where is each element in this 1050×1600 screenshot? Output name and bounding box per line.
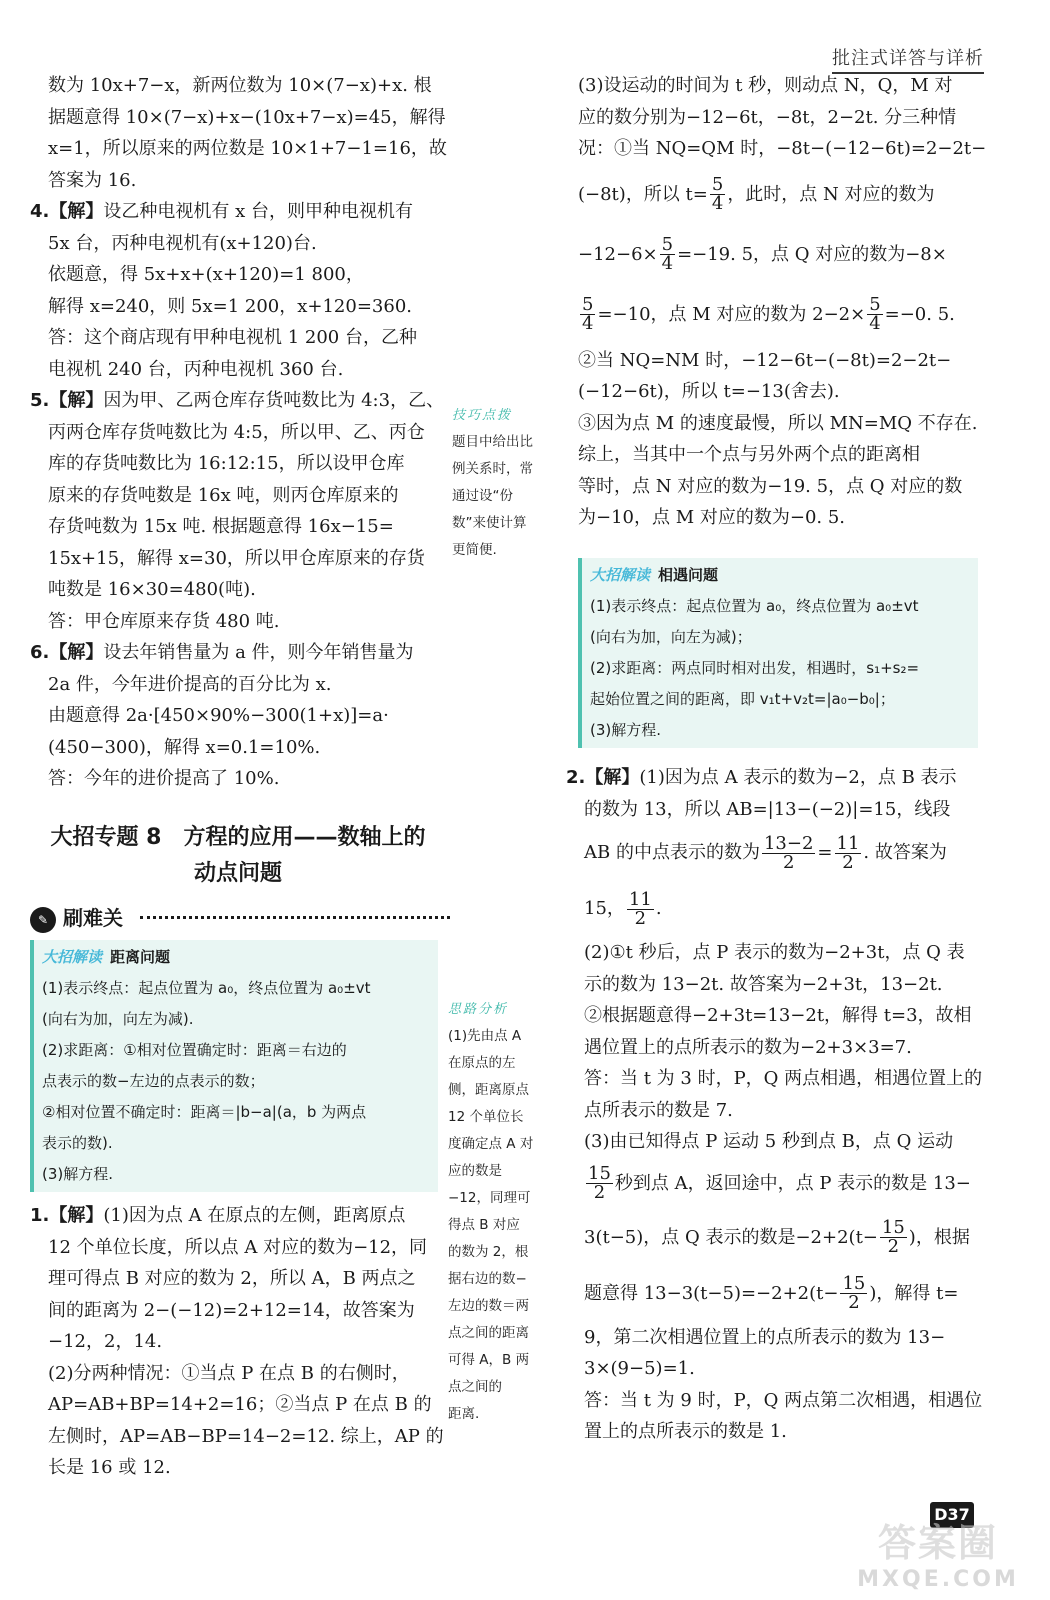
sidenote-line: (1)先由点 A: [448, 1028, 522, 1044]
text-fragment: =−0. 5.: [884, 303, 955, 325]
text-line: 遇位置上的点所表示的数为−2+3×3=7.: [584, 1036, 912, 1058]
sidenote-line: 应的数是: [448, 1163, 502, 1179]
text-line: 由题意得 2a·[450×90%−300(1+x)]=a·: [48, 705, 389, 726]
text-line: 12 个单位长度，所以点 A 对应的数为−12，同: [48, 1236, 428, 1258]
sidenote-line: 得点 B 对应: [448, 1217, 520, 1233]
analysis-sidenote: [448, 996, 556, 1428]
text-fragment: =−10，点 M 对应的数为 2−2×: [597, 303, 866, 325]
box-line: ②相对位置不确定时：距离＝|b−a|(a，b 为两点: [42, 1103, 367, 1121]
text-line: (−12−6t)，所以 t=−13(舍去).: [578, 381, 840, 402]
text-fragment: 15，: [584, 898, 625, 919]
box-line: 起始位置之间的距离，即 v₁t+v₂t=|a₀−b₀|；: [590, 690, 895, 708]
text-fragment: 题意得 13−3(t−5)=−2+2: [584, 1282, 810, 1304]
denominator: 2: [848, 1292, 860, 1313]
denominator: 2: [782, 851, 795, 873]
text-line: 答案为 16.: [48, 169, 137, 191]
section-banner: [30, 902, 450, 932]
box-line: (1)表示终点：起点位置为 a₀，终点位置为 a₀±vt: [590, 597, 919, 615]
text-line: 综上，当其中一个点与另外两个点的距离相: [578, 444, 920, 465]
text-line: 3×(9−5)=1.: [584, 1358, 695, 1379]
method-box-meeting: [578, 558, 978, 748]
numerator: 15: [842, 1273, 866, 1294]
fraction: [835, 832, 862, 873]
text-line: [578, 225, 994, 285]
sidenote-line: 度确定点 A 对: [448, 1136, 534, 1152]
sidenote-title: 技巧点拨: [452, 408, 513, 423]
text-line: [578, 165, 994, 225]
answer-2: [566, 762, 986, 1448]
fraction: [840, 1275, 867, 1312]
text-line: 况：①当 NQ=QM 时，−8t−(−12−6t)=2−2t−: [578, 138, 987, 159]
answer-4: [30, 196, 450, 385]
text-line: 答：今年的进价提高了 10%.: [48, 768, 280, 789]
item-number: 2.: [566, 767, 586, 788]
text-line: 依题意，得 5x+x+(x+120)=1 800，: [48, 264, 364, 285]
text-fragment: =: [817, 842, 833, 863]
text-fragment: AB 的中点表示的数为: [584, 842, 760, 863]
text-fragment: ，根据: [915, 1226, 970, 1248]
box-line: (3)解方程.: [590, 721, 662, 739]
text-fragment: 3(t−5)，点 Q 表示的数是−2+2: [584, 1226, 849, 1248]
answer-tag: 【解】: [49, 1205, 104, 1226]
section-banner-label: 刷难关: [62, 906, 123, 930]
topic-heading: [38, 820, 438, 892]
answer-1: [30, 1200, 450, 1484]
text-line: 应的数分别为−12−6t，−8t，2−2t. 分三种情: [578, 106, 957, 128]
text-fragment: =−19. 5，点 Q 对应的数为−8×: [677, 243, 947, 265]
text-line: 库的存货吨数比为 16:12:15，所以设甲仓库: [48, 453, 405, 474]
answer-tag: 【解】: [49, 642, 104, 663]
watermark-text: 答案圈: [877, 1521, 998, 1565]
fraction: [660, 236, 675, 273]
text-line: 的数为 13，所以 AB=|13−(−2)|=15，线段: [584, 798, 951, 820]
text-line: 点所表示的数是 7.: [584, 1099, 733, 1121]
text-line: 置上的点所表示的数是 1.: [584, 1421, 787, 1442]
answer-3-cont: [30, 70, 450, 196]
text-fragment: .: [655, 898, 662, 919]
dotted-divider: [140, 916, 450, 919]
box-title: [42, 942, 430, 973]
fraction: [762, 832, 815, 873]
box-line: (1)表示终点：起点位置为 a₀，终点位置为 a₀±vt: [42, 979, 371, 997]
answer-tag: 【解】: [49, 390, 104, 411]
paren: (t−: [809, 1282, 839, 1304]
text-line: 间的距离为 2−(−12)=2+12=14，故答案为: [48, 1299, 415, 1321]
text-line: 解得 x=240，则 5x=1 200，x+120=360.: [48, 295, 412, 317]
text-line: 15x+15，解得 x=30，所以甲仓库原来的存货: [48, 547, 425, 569]
text-line: 答：甲仓库原来存货 480 吨.: [48, 610, 280, 632]
box-title-accent: 大招解读: [590, 566, 651, 584]
answer-tag: 【解】: [49, 201, 104, 222]
numerator: 13−2: [763, 832, 814, 854]
answer-tag: 【解】: [585, 767, 640, 788]
paren: ): [869, 1282, 877, 1304]
numerator: 5: [582, 294, 594, 315]
numerator: 15: [588, 1163, 611, 1184]
text-line: 因为甲、乙两仓库存货吨数比为 4:3，乙、: [103, 390, 445, 411]
watermark: [838, 1512, 1038, 1592]
numerator: 5: [711, 174, 724, 195]
text-line: 为−10，点 M 对应的数为−0. 5.: [578, 507, 846, 528]
paren: ): [908, 1226, 916, 1248]
sidenote-line: −12，同理可: [448, 1190, 531, 1206]
text-line: (450−300)，解得 x=0.1=10%.: [48, 736, 321, 758]
box-line: 点表示的数−左边的点表示的数；: [42, 1072, 265, 1090]
fraction: [710, 176, 725, 213]
text-line: 答：当 t 为 9 时，P，Q 两点第二次相遇，相遇位: [584, 1389, 983, 1411]
text-line: (1)因为点 A 表示的数为−2，点 B 表示: [639, 767, 957, 788]
text-line: −12，2，14.: [48, 1331, 163, 1352]
text-line: 电视机 240 台，丙种电视机 360 台.: [48, 358, 344, 380]
box-title-accent: 大招解读: [42, 948, 103, 966]
sidenote-line: 距离.: [448, 1406, 480, 1422]
sidenote-line: 据右边的数−: [448, 1271, 527, 1287]
sidenote-line: 数”来使计算: [452, 515, 527, 531]
item-number: 1.: [30, 1205, 50, 1226]
answer-6: [30, 637, 450, 795]
text-fragment: (−8t)，所以 t=: [578, 183, 708, 205]
denominator: 2: [593, 1182, 606, 1203]
sidenote-line: 在原点的左: [448, 1055, 516, 1071]
method-box-distance: [30, 940, 438, 1192]
numerator: 5: [661, 234, 674, 255]
sidenote-line: 的数为 2，根: [448, 1244, 529, 1260]
text-line: (2)分两种情况：①当点 P 在点 B 的右侧时，: [48, 1362, 410, 1384]
box-title-text: 相遇问题: [658, 566, 719, 584]
paren: (t−: [848, 1226, 878, 1248]
text-line: 答：这个商店现有甲种电视机 1 200 台，乙种: [48, 327, 417, 348]
page-number: D37: [930, 1502, 974, 1528]
tip-sidenote: [452, 402, 564, 564]
box-line: (向右为加，向左为减)；: [590, 628, 752, 646]
topic-title-line2: 动点问题: [193, 861, 282, 886]
text-line: 吨数是 16×30=480(吨).: [48, 579, 256, 600]
denominator: 4: [869, 313, 881, 334]
text-line: ②当 NQ=NM 时，−12−6t−(−8t)=2−2t−: [578, 349, 952, 371]
text-fragment: −12−6×: [578, 243, 658, 265]
pen-icon: ✎: [30, 907, 56, 933]
text-line: 存货吨数为 15x 吨. 根据题意得 16x−15=: [48, 516, 394, 537]
sidenote-line: 点之间的: [448, 1379, 502, 1395]
right-column: [578, 70, 994, 534]
text-line: [566, 1158, 986, 1210]
text-line: 长是 16 或 12.: [48, 1457, 171, 1478]
text-line: 2a 件，今年进价提高的百分比为 x.: [48, 673, 332, 695]
text-line: 示的数为 13−2t. 故答案为−2+3t，13−2t.: [584, 973, 943, 995]
text-line: x=1，所以原来的两位数是 10×1+7−1=16，故: [48, 138, 447, 159]
text-line: [578, 285, 994, 345]
text-line: 左侧时，AP=AB−BP=14−2=12. 综上，AP 的: [48, 1425, 444, 1447]
text-line: 数为 10x+7−x，新两位数为 10×(7−x)+x. 根: [48, 75, 432, 96]
sidenote-line: 左边的数＝两: [448, 1298, 529, 1314]
text-line: 5x 台，丙种电视机有(x+120)台.: [48, 232, 317, 254]
box-line: (向右为加，向左为减).: [42, 1010, 194, 1028]
text-line: 理可得点 B 对应的数为 2，所以 A，B 两点之: [48, 1268, 416, 1289]
sidenote-line: 更简便.: [452, 542, 497, 558]
text-line: (3)设运动的时间为 t 秒，则动点 N，Q，M 对: [578, 75, 953, 96]
fraction: [580, 296, 595, 333]
denominator: 4: [711, 193, 724, 214]
text-fragment: ，解得 t=: [876, 1282, 959, 1304]
text-fragment: 秒到点 A，返回途中，点 P 表示的数是 13−: [614, 1172, 971, 1194]
denominator: 2: [887, 1236, 900, 1257]
sidenote-line: 题目中给出比: [452, 434, 533, 450]
text-line: (3)由已知得点 P 运动 5 秒到点 B，点 Q 运动: [584, 1131, 954, 1152]
text-line: ②根据题意得−2+3t=13−2t，解得 t=3，故相: [584, 1005, 972, 1026]
box-line: (3)解方程.: [42, 1165, 114, 1183]
numerator: 11: [628, 888, 652, 910]
sidenote-line: 点之间的距离: [448, 1325, 529, 1341]
box-line: 表示的数).: [42, 1134, 113, 1152]
page-header: 批注式详答与详析: [832, 44, 984, 74]
denominator: 4: [582, 313, 594, 334]
text-line: [566, 1210, 986, 1266]
text-line: [566, 825, 986, 881]
box-line: (2)求距离：两点同时相对出发，相遇时，s₁+s₂=: [590, 659, 920, 677]
text-line: 原来的存货吨数是 16x 吨，则丙仓库原来的: [48, 484, 399, 506]
topic-title-line1: 大招专题 8 方程的应用——数轴上的: [50, 825, 426, 850]
sidenote-line: 侧，距离原点: [448, 1082, 529, 1098]
numerator: 15: [881, 1217, 905, 1238]
box-title-text: 距离问题: [110, 948, 171, 966]
numerator: 11: [836, 832, 860, 854]
fraction: [880, 1219, 907, 1256]
text-line: AP=AB+BP=14+2=16；②当点 P 在点 B 的: [48, 1394, 432, 1415]
text-line: [566, 1266, 986, 1322]
denominator: 4: [661, 253, 674, 274]
text-fragment: ，此时，点 N 对应的数为: [727, 183, 935, 205]
fraction: [586, 1165, 613, 1202]
left-column: [30, 70, 450, 795]
numerator: 5: [869, 294, 881, 315]
sidenote-line: 通过设“份: [452, 488, 513, 504]
text-fragment: . 故答案为: [863, 842, 947, 863]
text-line: 设乙种电视机有 x 台，则甲种电视机有: [103, 201, 413, 222]
text-line: 设去年销售量为 a 件，则今年销售量为: [103, 642, 414, 663]
box-title: [590, 560, 970, 591]
text-line: 丙两仓库存货吨数比为 4:5，所以甲、乙、丙仓: [48, 421, 425, 443]
text-line: 答：当 t 为 3 时，P，Q 两点相遇，相遇位置上的: [584, 1068, 983, 1089]
sidenote-line: 12 个单位长: [448, 1109, 524, 1125]
denominator: 2: [842, 851, 854, 873]
box-line: (2)求距离：①相对位置确定时：距离＝右边的: [42, 1041, 347, 1059]
text-line: 9，第二次相遇位置上的点所表示的数为 13−: [584, 1326, 946, 1348]
text-line: 据题意得 10×(7−x)+x−(10x+7−x)=45，解得: [48, 106, 446, 128]
text-line: 等时，点 N 对应的数为−19. 5，点 Q 对应的数: [578, 475, 963, 497]
text-line: (1)因为点 A 在原点的左侧，距离原点: [103, 1205, 406, 1226]
sidenote-line: 例关系时，常: [452, 461, 533, 477]
text-line: ③因为点 M 的速度最慢，所以 MN=MQ 不存在.: [578, 412, 978, 434]
answer-5: [30, 385, 450, 637]
sidenote-line: 可得 A，B 两: [448, 1352, 530, 1368]
item-number: 5.: [30, 390, 50, 411]
text-line: [566, 881, 986, 937]
fraction: [627, 888, 654, 929]
denominator: 2: [634, 907, 647, 929]
fraction: [867, 296, 882, 333]
item-number: 4.: [30, 201, 50, 222]
item-number: 6.: [30, 642, 50, 663]
sidenote-title: 思路分析: [448, 1002, 509, 1017]
text-line: (2)①t 秒后，点 P 表示的数为−2+3t，点 Q 表: [584, 942, 965, 963]
watermark-url: MXQE.COM: [857, 1567, 1019, 1592]
